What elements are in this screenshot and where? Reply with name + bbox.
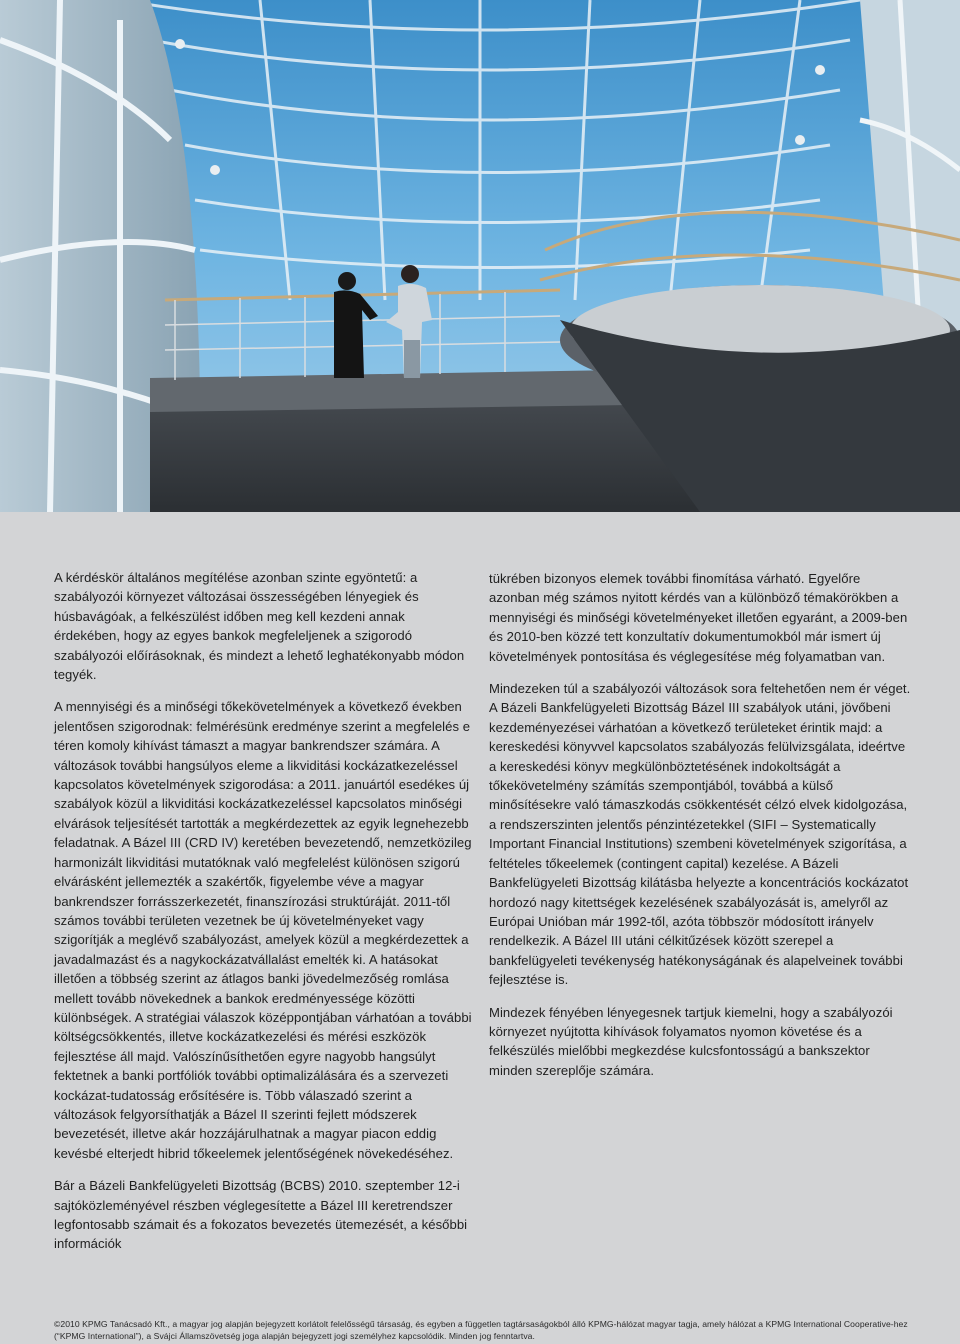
left-paragraph-3: Bár a Bázeli Bankfelügyeleti Bizottság (BCBS) 2010. szeptember 12-i sajtóközleményével részben véglegesítette a Bázel III keretrendszer legfontosabb számait és a fokozatos bevezetés ütemezését, a későbbi információk [54, 1178, 468, 1252]
atrium-photo [0, 0, 960, 512]
atrium-illustration [0, 0, 960, 512]
right-paragraph-3: Mindezek fényében lényegesnek tartjuk kiemelni, hogy a szabályozói környezet nyújtotta kihívások folyamatos nyomon követése és a felkészülés mielőbbi megkezdése kulcsfontosságú a bankszektor minden szereplője számára. [489, 1004, 893, 1078]
copyright-footer: ©2010 KPMG Tanácsadó Kft., a magyar jog alapján bejegyzett korlátolt felelősségű társaság, és egyben a független tagtársaságokból álló KPMG-hálózat magyar tagja, amely hálózat a KPMG International Cooperative-hez (“KPMG International”), a Svájci Államszövetség joga alapján bejegyzett jogi személyhez kapcsolódik. Minden jog fenntartva. [54, 1319, 908, 1341]
right-paragraph-1: tükrében bizonyos elemek további finomítása várható. Egyelőre azonban még számos nyitott kérdés van a különböző témakörökben a mennyiségi és minőségi követelményeket illetően egyaránt, a 2009-ben és 2010-ben közzé tett konzultatív dokumentumokból már ismert új követelmények pontosítása és véglegesítése még folyamatban van. [489, 571, 908, 664]
left-text-column [54, 568, 474, 1269]
right-text-column [489, 569, 914, 1095]
right-paragraph-2: Mindezeken túl a szabályozói változások sora feltehetően nem ér véget. A Bázeli Bankfelügyeleti Bizottság Bázel III szabályok utáni, jövőbeni kezdeményezései várhatóan a következő területeket érintik majd: a kereskedési könyvvel kapcsolatos szabályozás felülvizsgálata, ideértve a kereskedési könyv megkülönböztetésének indokoltságát a tőkekövetelmény számítás szempontjából, továbbá a külső minősítésekre való támaszkodás csökkentését célzó elvek kidolgozása, a rendszerszinten jelentős pénzintézetekkel (SIFI – Systematically Important Financial Institutions) szembeni követelmények szigorítása, a feltételes tőkeelemek (contingent capital) kezelése. A Bázeli Bankfelügyeleti Bizottság kilátásba helyezte a koncentrációs kockázatot hordozó nagy kitettségek kezelésének szabályozását is, amelyről az Európai Unióban már 1992-től, azóta többször módosított irányelv rendelkezik. A Bázel III utáni célkitűzések között szerepel a bankfelügyeleti tevékenység hatékonyságának és alapelveinek további fejlesztése is. [489, 681, 911, 988]
left-paragraph-2: A mennyiségi és a minőségi tőkekövetelmények a következő években jelentősen szigorodnak: felmérésünk eredménye szerint a megfelelés e téren komoly kihívást támaszt a magyar bankrendszer számára. A változások további hangsúlyos eleme a likviditási kockázatkezeléssel kapcsolatos követelmények szigorodása: a 2011. januártól esedékes új szabályok közül a likviditási kockázatkezeléssel kapcsolatos minőségi elvárások teljesítését tartották a megkérdezettek az egyik legnehezebb feladatnak. A Bázel III (CRD IV) keretében bevezetendő, nemzetközileg harmonizált likviditási mutatóknak való megfelelést különösen szigorú elvárásként jellemezték a szakértők, figyelembe véve a magyar bankrendszer forrásszerkezetét, finanszírozási struktúráját. 2011-től számos további területen vezetnek be új követelményeket vagy szigorítják a meglévő szabályozást, amelyek közül a megkérdezettek a javadalmazást és a nagykockázatvállalást emelték ki. A hatásokat illetően a többség szerint az átlagos banki jövedelmezőség romlása mellett tovább növekednek a bankok eredményessége közötti különbségek. A stratégiai válaszok középpontjában várhatóan a további költségcsökkentés, illetve kockázatkezelési és mérési eszközök fejlesztése áll majd. Valószínűsíthetően egyre nagyobb hangsúlyt fektetnek a banki portfóliók további optimalizálására és a szervezeti kockázat-tudatosság erősítésére is. Több válaszadó szerint a változások felgyorsíthatják a Bázel II szerinti fejlett módszerek bevezetését, illetve akár hozzájárulhatnak a magyar piacon eddig kevésbé elterjedt hibrid tőkeelemek jelentőségének növekedéséhez. [54, 699, 472, 1161]
left-paragraph-1: A kérdéskör általános megítélése azonban szinte egyöntetű: a szabályozói környezet változásai összességében lényegiek és húsbavágóak, a felkészülést időben meg kell kezdeni annak érdekében, hogy az egyes bankok megfeleljenek a szigorodó szabályozói előírásoknak, és mindezt a lehető leghatékonyabb módon tegyék. [54, 570, 465, 683]
